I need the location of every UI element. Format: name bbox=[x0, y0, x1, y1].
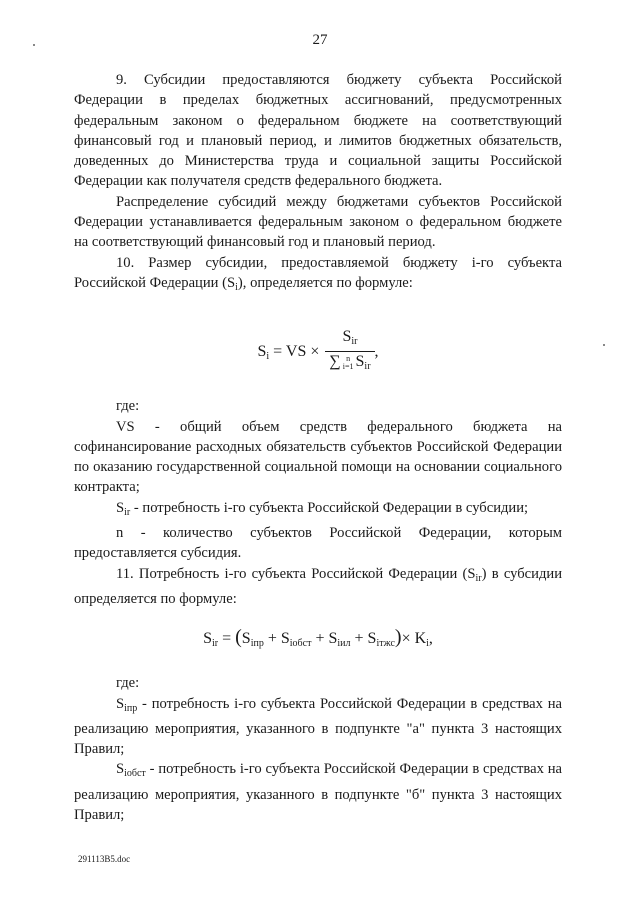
document-body bbox=[74, 70, 562, 825]
formula-subsidy-block bbox=[74, 298, 562, 392]
formula-need: $S_{ir} = (S_{iпр} + S_{iобст} + S_{iил} + S_{iтжс})\times K_i$, bbox=[203, 626, 433, 650]
where-label: где: bbox=[116, 398, 140, 415]
page-number: 27 bbox=[312, 32, 328, 48]
paragraph-11: 11. Потребность i-го субъекта Российской Федерации $(S_{ir})$ в субсидии определяется по формуле: bbox=[74, 565, 562, 607]
footer-filename: 291113B5.doc bbox=[78, 854, 131, 864]
fraction: $S_{ir}$ ∑ n i=1 $S_{ir}$ bbox=[325, 328, 374, 377]
definition-n: n - количество субъектов Российской Федерации, которым предоставляется субсидия. bbox=[74, 525, 562, 562]
where-label: где: bbox=[116, 675, 140, 692]
formula-need-block bbox=[74, 609, 562, 669]
paragraph-10: 10. Размер субсидии, предоставляемой бюджету i-го субъекта Российской Федерации $(S_i)$, определяется по формуле: bbox=[74, 254, 562, 293]
paragraph-9: 9. Субсидии предоставляются бюджету субъекта Российской Федерации в пределах бюджетных ассигнований, предусмотренных федеральным законом о федеральном бюджете на соответствующий финансовый год и плановый период, и лимитов бюджетных обязательств, доведенных до Министерства труда и социальной защиты Российской Федерации как получателя средств федерального бюджета. bbox=[74, 72, 562, 190]
scan-mark bbox=[603, 344, 605, 346]
definition-vs: VS - общий объем средств федерального бюджета на софинансирование расходных обязательств субъектов Российской Федерации по оказанию государственной социальной помощи на основании социального контракта; bbox=[74, 418, 562, 496]
definition-siobst: $S_{iобст}$ - потребность i-го субъекта Российской Федерации в средствах на реализацию мероприятия, указанного в подпункте "б" пункта 3 настоящих Правил; bbox=[74, 761, 562, 824]
formula-subsidy: $S_i$ = VS × $S_{ir}$ ∑ n i=1 $S_{ir}$ , bbox=[74, 328, 562, 377]
definition-sir: $S_{ir}$ - потребность i-го субъекта Российской Федерации в субсидии; bbox=[116, 499, 529, 518]
paragraph-9-distribution: Распределение субсидий между бюджетами субъектов Российской Федерации устанавливается федеральным законом о федеральном бюджете на соответствующий финансовый год и плановый период. bbox=[74, 193, 562, 251]
definition-sinp: $S_{iпр}$ - потребность i-го субъекта Российской Федерации в средствах на реализацию мероприятия, указанного в подпункте "а" пункта 3 настоящих Правил; bbox=[74, 695, 562, 758]
